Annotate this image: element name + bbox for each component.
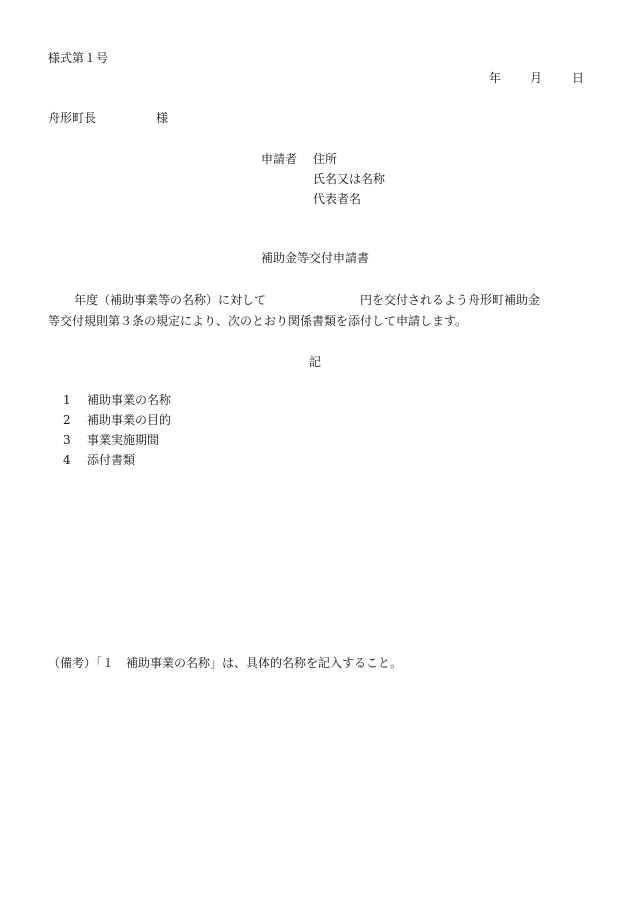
item-label: 補助事業の目的: [87, 413, 172, 427]
item-number: 4: [63, 453, 71, 467]
list-item: [63, 414, 171, 434]
honorific: 様: [156, 111, 169, 125]
list-item: [63, 434, 171, 454]
item-label: 補助事業の名称: [87, 393, 172, 407]
applicant-fields: [313, 153, 385, 213]
body-text-part1: 年度（補助事業等の名称）に対して: [74, 293, 267, 307]
applicant-name-label: 氏名又は名称: [313, 172, 386, 186]
remarks-note: （備考）「１ 補助事業の名称」は、具体的名称を記入すること。: [48, 656, 403, 670]
applicant-address-label: 住所: [313, 152, 338, 166]
body-text-part2: 円を交付されるよう舟形町補助金: [360, 293, 541, 307]
form-number: 様式第１号: [48, 51, 109, 65]
applicant-representative-label: 代表者名: [313, 192, 362, 206]
document-title: 補助金等交付申請書: [260, 251, 369, 265]
item-label: 添付書類: [87, 453, 136, 467]
ki-heading: 記: [308, 355, 321, 369]
list-item: [63, 454, 171, 474]
applicant-label: 申請者: [261, 152, 298, 166]
year-label: 年: [489, 71, 502, 85]
item-number: 1: [63, 393, 71, 407]
item-number: 2: [63, 413, 71, 427]
addressee: [48, 112, 168, 124]
item-list: [63, 394, 171, 474]
month-label: 月: [530, 71, 543, 85]
date-line: [489, 72, 584, 84]
day-label: 日: [572, 71, 585, 85]
item-number: 3: [63, 433, 71, 447]
addressee-title: 舟形町長: [48, 111, 97, 125]
list-item: [63, 394, 171, 414]
body-line-2: 等交付規則第３条の規定により、次のとおり関係書類を添付して申請します。: [48, 314, 468, 328]
body-line-1: [48, 294, 540, 306]
item-label: 事業実施期間: [87, 433, 160, 447]
